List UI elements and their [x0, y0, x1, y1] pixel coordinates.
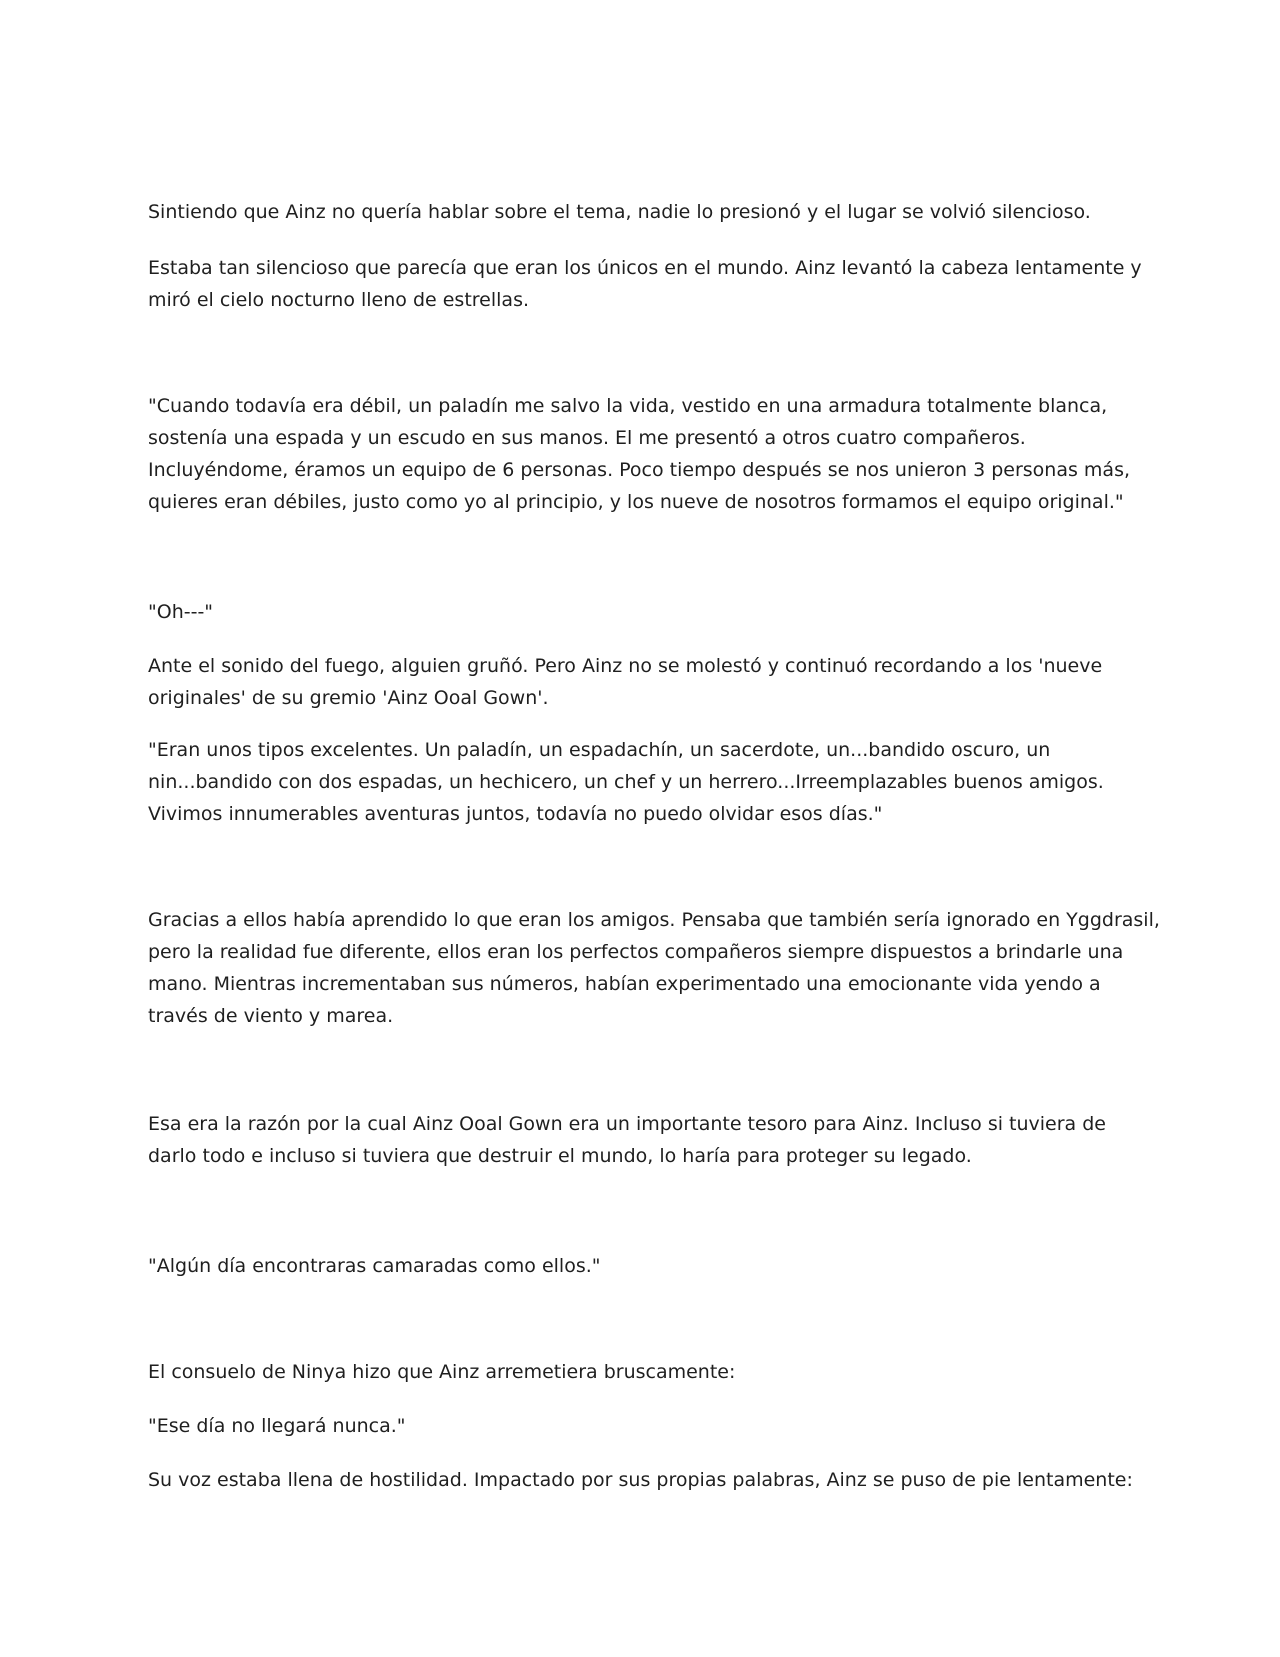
- text-line: "Oh---": [148, 601, 214, 623]
- text-line: mano. Mientras incrementaban sus números, habían experimentado una emocionante vida yendo a: [148, 973, 1101, 995]
- text-line: "Cuando todavía era débil, un paladín me salvo la vida, vestido en una armadura totalmente blanca,: [148, 395, 1108, 417]
- text-line: originales' de su gremio 'Ainz Ooal Gown'.: [148, 687, 549, 709]
- text-line: Esa era la razón por la cual Ainz Ooal Gown era un importante tesoro para Ainz. Incluso si tuviera de: [148, 1113, 1106, 1135]
- paragraph-9: [148, 1250, 1148, 1282]
- paragraph-2: [148, 252, 1148, 316]
- paragraph-5: [148, 650, 1148, 714]
- text-line: Ante el sonido del fuego, alguien gruñó. Pero Ainz no se molestó y continuó recordando a los 'nueve: [148, 655, 1103, 677]
- text-line: Incluyéndome, éramos un equipo de 6 personas. Poco tiempo después se nos unieron 3 personas más,: [148, 459, 1131, 481]
- paragraph-3: [148, 390, 1148, 518]
- text-line: Estaba tan silencioso que parecía que eran los únicos en el mundo. Ainz levantó la cabeza lentamente y: [148, 257, 1142, 279]
- text-line: "Algún día encontraras camaradas como ellos.": [148, 1255, 601, 1277]
- text-line: darlo todo e incluso si tuviera que destruir el mundo, lo haría para proteger su legado.: [148, 1145, 972, 1167]
- text-line: Sintiendo que Ainz no quería hablar sobre el tema, nadie lo presionó y el lugar se volvió silencioso.: [148, 201, 1091, 223]
- text-line: sostenía una espada y un escudo en sus manos. El me presentó a otros cuatro compañeros.: [148, 427, 1026, 449]
- text-line: través de viento y marea.: [148, 1005, 394, 1027]
- paragraph-6: [148, 734, 1148, 830]
- text-line: El consuelo de Ninya hizo que Ainz arremetiera bruscamente:: [148, 1361, 736, 1383]
- text-line: quieres eran débiles, justo como yo al principio, y los nueve de nosotros formamos el equipo original.": [148, 491, 1124, 513]
- text-line: "Ese día no llegará nunca.": [148, 1415, 406, 1437]
- text-line: Vivimos innumerables aventuras juntos, todavía no puedo olvidar esos días.": [148, 803, 883, 825]
- text-line: Gracias a ellos había aprendido lo que eran los amigos. Pensaba que también sería ignorado en Yggdrasil,: [148, 909, 1160, 931]
- paragraph-4: [148, 596, 1148, 628]
- paragraph-11: [148, 1410, 1148, 1442]
- text-line: nin...bandido con dos espadas, un hechicero, un chef y un herrero...Irreemplazables buenos amigos.: [148, 771, 1104, 793]
- paragraph-8: [148, 1108, 1148, 1172]
- text-line: miró el cielo nocturno lleno de estrellas.: [148, 289, 530, 311]
- text-line: pero la realidad fue diferente, ellos eran los perfectos compañeros siempre dispuestos a brindarle una: [148, 941, 1124, 963]
- text-line: Su voz estaba llena de hostilidad. Impactado por sus propias palabras, Ainz se puso de pie lentamente:: [148, 1469, 1133, 1491]
- paragraph-7: [148, 904, 1160, 1032]
- text-line: "Eran unos tipos excelentes. Un paladín, un espadachín, un sacerdote, un...bandido oscuro, un: [148, 739, 1051, 761]
- paragraph-12: [148, 1464, 1148, 1496]
- paragraph-10: [148, 1356, 1148, 1388]
- paragraph-1: [148, 196, 1148, 228]
